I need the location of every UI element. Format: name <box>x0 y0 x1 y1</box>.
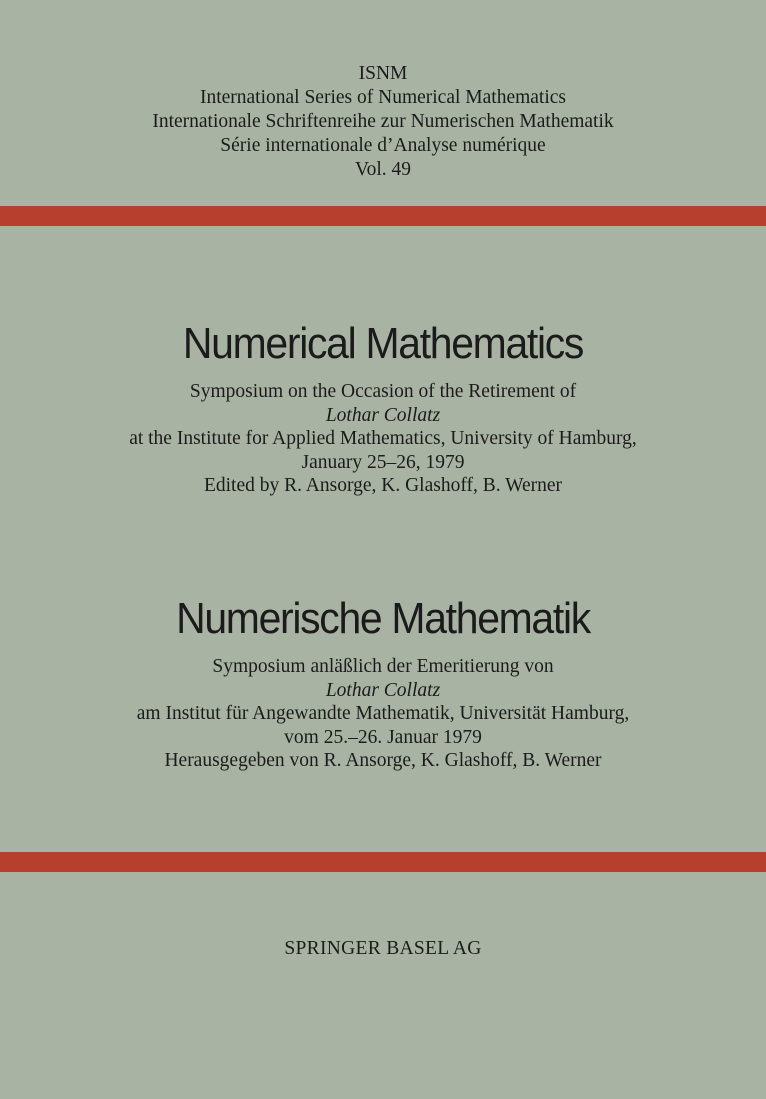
german-title: Numerische Mathematik <box>176 594 590 643</box>
english-title-block <box>0 318 766 498</box>
english-line-institute: at the Institute for Applied Mathematics, University of Hamburg, <box>129 428 637 449</box>
german-description <box>0 655 766 773</box>
series-header <box>0 62 766 182</box>
series-name-french: Série internationale d’Analyse numérique <box>220 135 546 156</box>
english-honoree: Lothar Collatz <box>325 404 441 426</box>
bottom-divider-band <box>0 852 766 872</box>
top-divider-band <box>0 206 766 226</box>
english-title: Numerical Mathematics <box>182 319 584 368</box>
series-volume: Vol. 49 <box>355 159 411 180</box>
series-name-english: International Series of Numerical Mathematics <box>199 87 567 108</box>
publisher-name: SPRINGER BASEL AG <box>284 938 482 959</box>
series-abbreviation: ISNM <box>358 63 408 84</box>
german-date: vom 25.–26. Januar 1979 <box>284 726 482 748</box>
english-line-occasion: Symposium on the Occasion of the Retirement of <box>189 381 577 402</box>
german-honoree: Lothar Collatz <box>325 679 441 701</box>
german-editors: Herausgegeben von R. Ansorge, K. Glashoff, B. Werner <box>164 750 602 771</box>
german-title-block <box>0 593 766 773</box>
series-name-german: Internationale Schriftenreihe zur Numerischen Mathematik <box>152 111 614 132</box>
german-line-occasion: Symposium anläßlich der Emeritierung von <box>212 656 554 677</box>
german-line-institute: am Institut für Angewandte Mathematik, Universität Hamburg, <box>136 703 630 724</box>
english-date: January 25–26, 1979 <box>301 451 465 473</box>
english-editors: Edited by R. Ansorge, K. Glashoff, B. Werner <box>203 475 563 496</box>
english-description <box>0 380 766 498</box>
